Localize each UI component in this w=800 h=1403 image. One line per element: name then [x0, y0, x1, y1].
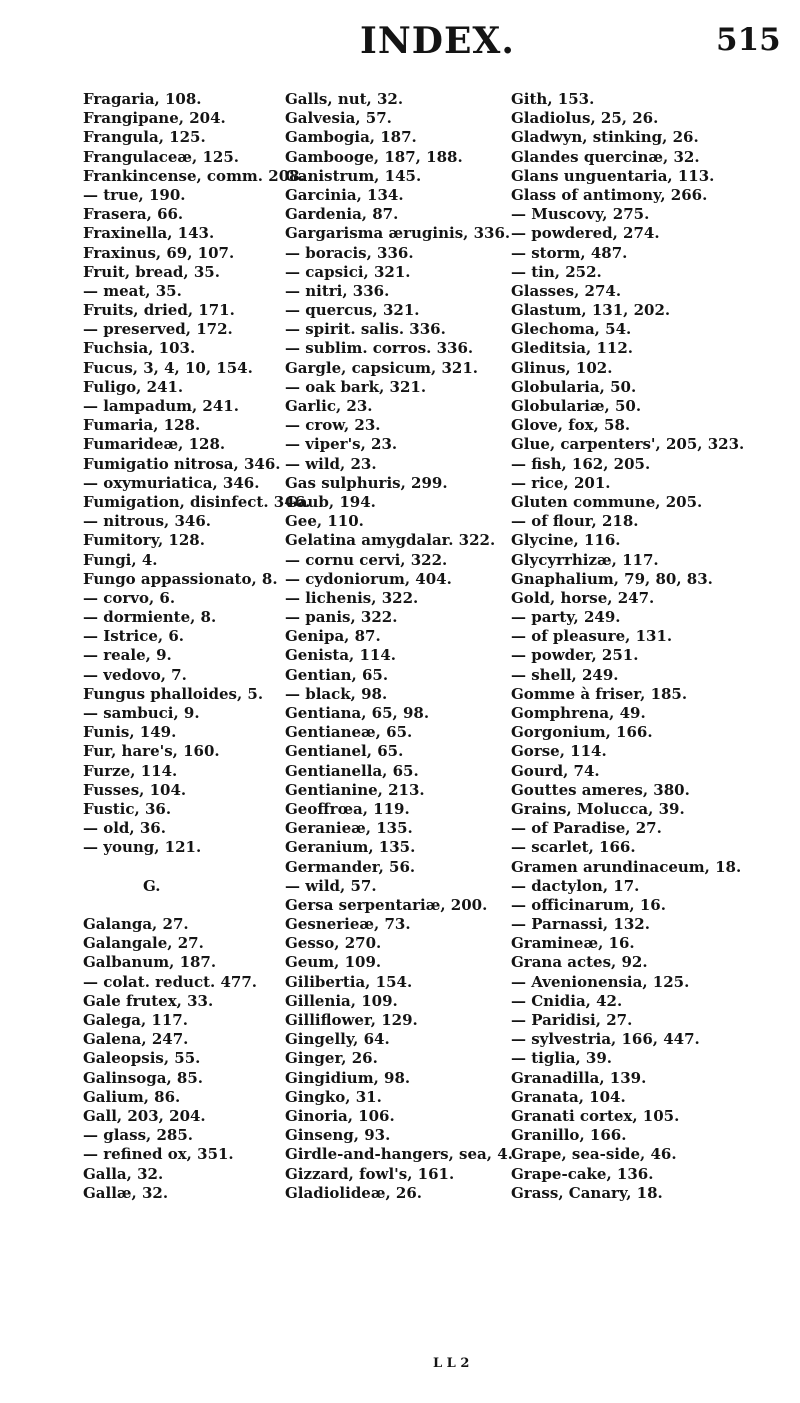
- index-entry: — nitrous, 346.: [83, 512, 211, 531]
- index-entry: Gingko, 31.: [285, 1087, 382, 1106]
- index-entry: Granillo, 166.: [511, 1126, 627, 1145]
- index-entry: — storm, 487.: [511, 243, 628, 262]
- index-entry: Globulariæ, 50.: [511, 397, 642, 415]
- index-entry: — powdered, 274.: [511, 224, 660, 243]
- index-entry: — meat, 35.: [83, 281, 182, 300]
- index-entry: Gentianella, 65.: [285, 761, 419, 780]
- index-entry: Grape, sea-side, 46.: [511, 1145, 677, 1164]
- index-entry: — of pleasure, 131.: [511, 627, 673, 646]
- index-entry: Gramen arundinaceum, 18.: [511, 857, 742, 876]
- index-entry: Gleditsia, 112.: [511, 339, 634, 358]
- index-entry: Granati cortex, 105.: [511, 1106, 680, 1125]
- index-entry: Ginger, 26.: [285, 1049, 378, 1068]
- index-entry: — Istrice, 6.: [83, 627, 184, 646]
- index-entry: Gambooge, 187, 188.: [285, 147, 463, 166]
- page-header: [0, 0, 800, 80]
- index-entry: — lichenis, 322.: [285, 588, 419, 607]
- index-entry: Glastum, 131, 202.: [511, 301, 671, 320]
- index-entry: Gingelly, 64.: [285, 1030, 390, 1049]
- index-entry: — wild, 23.: [285, 454, 377, 473]
- index-entry: Grana actes, 92.: [511, 953, 648, 972]
- index-entry: Gentianeæ, 65.: [285, 723, 413, 742]
- index-entry: Fumigatio nitrosa, 346.: [83, 454, 281, 473]
- index-entry: — Cnidia, 42.: [511, 991, 623, 1010]
- index-entry: Frasera, 66.: [83, 205, 184, 224]
- index-entry: — shell, 249.: [511, 665, 619, 684]
- index-entry: Glue, carpenters', 205, 323.: [511, 435, 745, 454]
- page-title: INDEX.: [360, 20, 515, 62]
- index-entry: Fucus, 3, 4, 10, 154.: [83, 358, 253, 377]
- signature-mark: L L 2: [433, 1356, 470, 1371]
- index-entry: — quercus, 321.: [285, 301, 420, 320]
- index-entry: Gluten commune, 205.: [511, 492, 703, 511]
- index-entry: — preserved, 172.: [83, 320, 233, 339]
- index-entry: Gillenia, 109.: [285, 991, 398, 1010]
- section-letter-heading: G.: [143, 876, 161, 895]
- page-number: 515: [716, 22, 781, 58]
- index-entry: Gouttes ameres, 380.: [511, 780, 690, 799]
- index-entry: Gentianel, 65.: [285, 742, 404, 761]
- index-entry: Fraxinus, 69, 107.: [83, 243, 235, 262]
- index-entry: — lampadum, 241.: [83, 397, 239, 415]
- index-entry: Gith, 153.: [511, 90, 595, 108]
- index-entry: — tiglia, 39.: [511, 1049, 612, 1068]
- index-entry: — viper's, 23.: [285, 435, 398, 454]
- index-entry: — true, 190.: [83, 185, 186, 204]
- index-entry: Fustic, 36.: [83, 799, 172, 818]
- index-column-2: [285, 90, 513, 1203]
- index-column-1: [83, 90, 310, 1203]
- index-entry: Gladwyn, stinking, 26.: [511, 128, 699, 147]
- spacer: [83, 896, 310, 915]
- index-entry: Geum, 109.: [285, 953, 382, 972]
- index-entry: — oxymuriatica, 346.: [83, 473, 260, 492]
- index-entry: Garcinia, 134.: [285, 185, 404, 204]
- index-entry: Gomphrena, 49.: [511, 704, 646, 722]
- index-entry: Gelatina amygdalar. 322.: [285, 531, 496, 550]
- index-entry: — nitri, 336.: [285, 281, 390, 300]
- index-entry: Fruit, bread, 35.: [83, 262, 220, 281]
- index-entry: Gourd, 74.: [511, 761, 600, 780]
- index-entry: — powder, 251.: [511, 646, 639, 665]
- index-entry: — sylvestria, 166, 447.: [511, 1030, 700, 1049]
- index-entry: Gardenia, 87.: [285, 205, 399, 224]
- index-entry: — oak bark, 321.: [285, 377, 427, 396]
- index-entry: — tin, 252.: [511, 262, 602, 281]
- index-entry: — cydoniorum, 404.: [285, 569, 452, 588]
- index-entry: — sublim. corros. 336.: [285, 339, 474, 358]
- index-entry: — dormiente, 8.: [83, 608, 217, 627]
- index-entry: Gargarisma æruginis, 336.: [285, 224, 511, 243]
- index-entry: Galeopsis, 55.: [83, 1049, 201, 1068]
- index-entry: Fur, hare's, 160.: [83, 742, 220, 761]
- index-entry: Germander, 56.: [285, 857, 416, 876]
- index-entry: Gaub, 194.: [285, 492, 376, 511]
- index-entry: Fungo appassionato, 8.: [83, 569, 278, 588]
- index-entry: — party, 249.: [511, 608, 621, 627]
- index-entry: Geoffrœa, 119.: [285, 799, 410, 818]
- index-entry: — black, 98.: [285, 684, 388, 703]
- index-entry: Glycine, 116.: [511, 531, 621, 550]
- index-entry: — wild, 57.: [285, 876, 377, 895]
- index-entry: Glycyrrhizæ, 117.: [511, 550, 659, 569]
- index-entry: Gorgonium, 166.: [511, 723, 653, 742]
- index-entry: Gilliflower, 129.: [285, 1011, 418, 1029]
- index-entry: Fumarideæ, 128.: [83, 435, 226, 454]
- index-entry: Gladiolideæ, 26.: [285, 1183, 423, 1202]
- index-entry: Fruits, dried, 171.: [83, 301, 235, 320]
- index-column-3: [511, 90, 744, 1203]
- index-entry: Gizzard, fowl's, 161.: [285, 1164, 455, 1183]
- index-entry: Galinsoga, 85.: [83, 1068, 204, 1087]
- index-entry: Fuchsia, 103.: [83, 339, 196, 358]
- index-entry: Gilibertia, 154.: [285, 972, 413, 991]
- index-entry: Glans unguentaria, 113.: [511, 166, 715, 185]
- index-entry: Gambogia, 187.: [285, 128, 417, 147]
- index-entry: Fragaria, 108.: [83, 90, 202, 108]
- index-entry: Gomme à friser, 185.: [511, 684, 688, 703]
- index-entry: Gallæ, 32.: [83, 1183, 169, 1202]
- index-entry: Galena, 247.: [83, 1030, 189, 1049]
- index-entry: — fish, 162, 205.: [511, 454, 651, 473]
- index-entry: — refined ox, 351.: [83, 1145, 234, 1164]
- index-entry: Gentian, 65.: [285, 665, 389, 684]
- index-entry: Gas sulphuris, 299.: [285, 473, 448, 492]
- index-entry: Gnaphalium, 79, 80, 83.: [511, 569, 713, 588]
- index-entry: — reale, 9.: [83, 646, 172, 665]
- index-entry: Galls, nut, 32.: [285, 90, 404, 108]
- index-entry: Galangale, 27.: [83, 934, 204, 953]
- index-entry: Galbanum, 187.: [83, 953, 217, 972]
- index-entry: Ganistrum, 145.: [285, 166, 422, 185]
- index-entry: — vedovo, 7.: [83, 665, 187, 684]
- index-entry: — Parnassi, 132.: [511, 915, 650, 934]
- index-entry: Grass, Canary, 18.: [511, 1183, 663, 1202]
- index-entry: Granata, 104.: [511, 1087, 626, 1106]
- index-entry: Gorse, 114.: [511, 742, 607, 761]
- index-entry: — of Paradise, 27.: [511, 819, 662, 838]
- index-entry: Fumigation, disinfect. 346.: [83, 492, 311, 511]
- index-entry: Gladiolus, 25, 26.: [511, 109, 659, 128]
- index-entry: Genista, 114.: [285, 646, 397, 665]
- index-entry: Fuligo, 241.: [83, 377, 184, 396]
- index-entry: — spirit. salis. 336.: [285, 320, 446, 339]
- index-entry: Granadilla, 139.: [511, 1068, 647, 1087]
- index-entry: — boracis, 336.: [285, 243, 414, 262]
- index-entry: Grape-cake, 136.: [511, 1164, 654, 1183]
- index-entry: — scarlet, 166.: [511, 838, 636, 857]
- index-entry: — glass, 285.: [83, 1126, 193, 1145]
- index-entry: — Avenionensia, 125.: [511, 972, 690, 991]
- index-entry: — crow, 23.: [285, 416, 381, 435]
- index-entry: Fumaria, 128.: [83, 416, 201, 435]
- index-entry: — corvo, 6.: [83, 588, 176, 607]
- index-entry: Frangulaceæ, 125.: [83, 147, 240, 166]
- index-entry: — panis, 322.: [285, 608, 398, 627]
- index-entry: Fungus phalloides, 5.: [83, 684, 264, 703]
- index-entry: Gingidium, 98.: [285, 1068, 411, 1087]
- index-entry: Gersa serpentariæ, 200.: [285, 895, 488, 914]
- index-entry: Geranium, 135.: [285, 838, 416, 857]
- index-entry: — old, 36.: [83, 819, 166, 838]
- index-entry: Ginoria, 106.: [285, 1106, 395, 1125]
- index-entry: Galvesia, 57.: [285, 109, 392, 128]
- index-entry: Glandes quercinæ, 32.: [511, 147, 700, 166]
- index-entry: — rice, 201.: [511, 473, 611, 492]
- index-entry: Frankincense, comm. 208.: [83, 166, 305, 185]
- index-entry: Ginseng, 93.: [285, 1126, 391, 1145]
- index-entry: Gesso, 270.: [285, 934, 382, 953]
- index-entry: Gentiana, 65, 98.: [285, 704, 430, 722]
- index-entry: Glass of antimony, 266.: [511, 185, 708, 204]
- index-entry: — sambuci, 9.: [83, 704, 200, 722]
- index-entry: Gee, 110.: [285, 512, 364, 531]
- index-entry: Glasses, 274.: [511, 281, 622, 300]
- index-entry: Fumitory, 128.: [83, 531, 205, 550]
- index-entry: Geranieæ, 135.: [285, 819, 413, 838]
- index-entry: Funis, 149.: [83, 723, 177, 742]
- index-entry: — colat. reduct. 477.: [83, 972, 258, 991]
- index-entry: Gale frutex, 33.: [83, 991, 214, 1010]
- index-entry: Glinus, 102.: [511, 358, 613, 377]
- index-entry: — cornu cervi, 322.: [285, 550, 448, 569]
- index-entry: Fraxinella, 143.: [83, 224, 215, 243]
- index-entry: Gold, horse, 247.: [511, 588, 655, 607]
- index-entry: Galium, 86.: [83, 1087, 181, 1106]
- index-entry: Fungi, 4.: [83, 550, 158, 569]
- index-entry: Gentianine, 213.: [285, 780, 425, 799]
- index-entry: — young, 121.: [83, 838, 202, 857]
- index-entry: Glechoma, 54.: [511, 320, 632, 339]
- index-entry: — officinarum, 16.: [511, 895, 666, 914]
- index-entry: Frangula, 125.: [83, 128, 206, 147]
- index-entry: Gramineæ, 16.: [511, 934, 635, 953]
- index-entry: — of flour, 218.: [511, 512, 639, 531]
- spacer: [83, 858, 310, 877]
- index-entry: Galanga, 27.: [83, 915, 189, 934]
- index-entry: Gesnerieæ, 73.: [285, 915, 411, 934]
- index-entry: Gall, 203, 204.: [83, 1106, 206, 1125]
- index-entry: Grains, Molucca, 39.: [511, 799, 685, 818]
- index-entry: — Muscovy, 275.: [511, 205, 650, 224]
- index-entry: Fusses, 104.: [83, 780, 187, 799]
- index-entry: — dactylon, 17.: [511, 876, 640, 895]
- index-entry: Furze, 114.: [83, 761, 178, 780]
- index-entry: Genipa, 87.: [285, 627, 381, 646]
- index-entry: — Paridisi, 27.: [511, 1011, 633, 1029]
- index-entry: Galega, 117.: [83, 1011, 188, 1029]
- index-entry: Garlic, 23.: [285, 397, 373, 415]
- index-entry: Frangipane, 204.: [83, 109, 226, 128]
- index-entry: — capsici, 321.: [285, 262, 411, 281]
- index-entry: Glove, fox, 58.: [511, 416, 631, 435]
- index-entry: Globularia, 50.: [511, 377, 637, 396]
- index-entry: Girdle-and-hangers, sea, 4.: [285, 1145, 513, 1164]
- index-entry: Gargle, capsicum, 321.: [285, 358, 478, 377]
- index-entry: Galla, 32.: [83, 1164, 164, 1183]
